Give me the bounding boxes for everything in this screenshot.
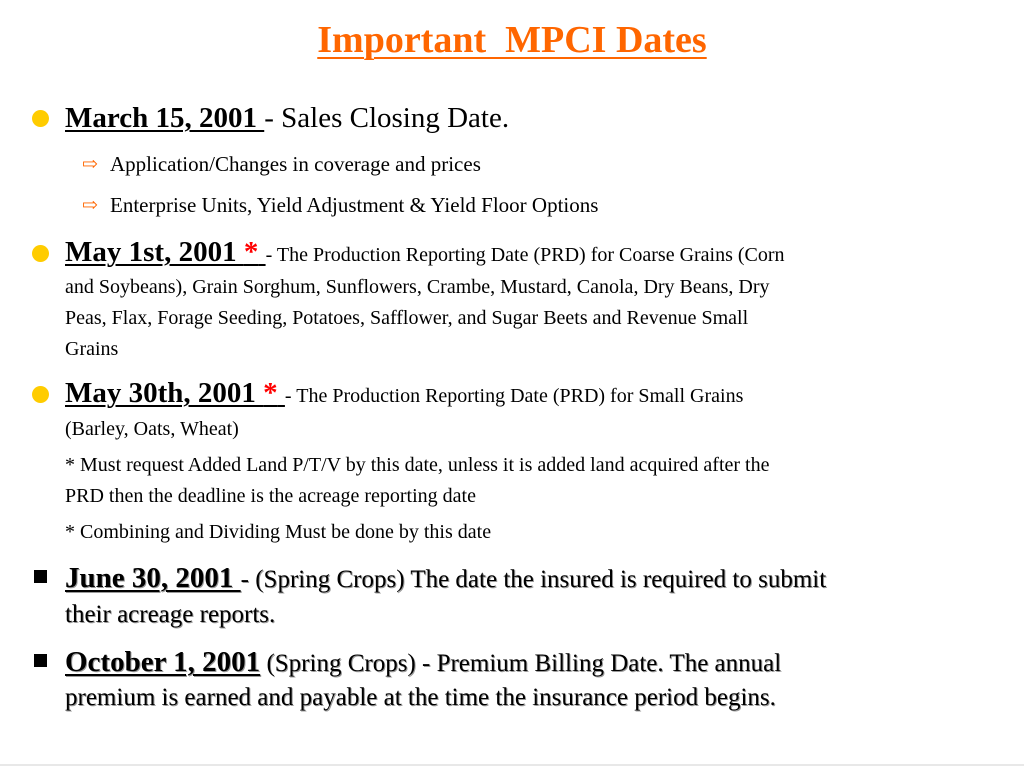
item-may-1 xyxy=(65,236,785,269)
item-june-30 xyxy=(65,562,826,595)
note-text: * Must request Added Land P/T/V by this date, unless it is added land acquired after the xyxy=(65,454,770,476)
date-june-30: June 30, 2001 xyxy=(65,562,241,594)
date-march-15: March 15, 2001 xyxy=(65,102,265,134)
bullet-square-icon xyxy=(34,654,47,667)
item-text: Peas, Flax, Forage Seeding, Potatoes, Safflower, and Sugar Beets and Revenue Small xyxy=(65,307,749,329)
item-text: premium is earned and payable at the time the insurance period begins. xyxy=(65,684,776,711)
item-text: - (Spring Crops) The date the insured is required to submit xyxy=(240,566,827,593)
arrow-right-icon: ⇨ xyxy=(82,154,98,175)
item-text: - Sales Closing Date. xyxy=(264,102,510,134)
item-text: Grains xyxy=(65,338,119,360)
bullet-circle-icon xyxy=(32,110,49,127)
asterisk-mark: * xyxy=(243,236,259,268)
asterisk-mark: * xyxy=(263,377,278,409)
arrow-right-icon: ⇨ xyxy=(82,195,98,216)
subitem: Enterprise Units, Yield Adjustment & Yield Floor Options xyxy=(110,193,599,217)
item-text: (Spring Crops) - Premium Billing Date. The annual xyxy=(260,650,782,677)
item-text: - The Production Reporting Date (PRD) for Coarse Grains (Corn xyxy=(265,244,785,266)
bullet-circle-icon xyxy=(32,245,49,262)
item-may-30 xyxy=(65,377,743,410)
date-may-1: May 1st, 2001 * xyxy=(65,236,259,268)
note-text: PRD then the deadline is the acreage reporting date xyxy=(65,485,476,507)
item-text: their acreage reports. xyxy=(65,601,276,628)
bullet-circle-icon xyxy=(32,386,49,403)
date-may-30: May 30th, 2001 * xyxy=(65,377,278,409)
item-text: - The Production Reporting Date (PRD) for Small Grains xyxy=(284,385,744,407)
item-october-1 xyxy=(65,646,781,679)
note-text: * Combining and Dividing Must be done by this date xyxy=(65,521,492,543)
date-october-1: October 1, 2001 xyxy=(65,646,261,678)
subitem: Application/Changes in coverage and prices xyxy=(110,152,481,176)
item-march-15 xyxy=(65,102,509,135)
item-text: and Soybeans), Grain Sorghum, Sunflowers, Crambe, Mustard, Canola, Dry Beans, Dry xyxy=(65,276,770,298)
item-text: (Barley, Oats, Wheat) xyxy=(65,418,239,440)
bullet-square-icon xyxy=(34,570,47,583)
page-title: Important MPCI Dates xyxy=(317,19,707,61)
divider xyxy=(0,764,1024,766)
